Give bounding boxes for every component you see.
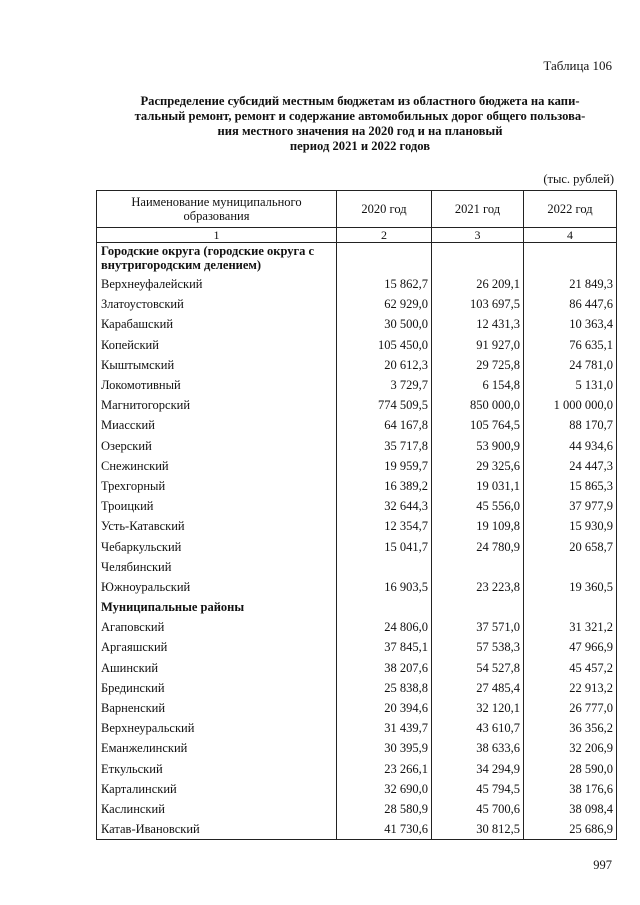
value-2022: 28 590,0 <box>524 759 617 779</box>
section-heading: Городские округа (городские округа с внутригородским делением) <box>97 243 337 275</box>
value-2021: 91 927,0 <box>432 335 524 355</box>
value-2022 <box>524 557 617 577</box>
column-number: 1 <box>97 228 337 243</box>
empty-cell <box>524 243 617 275</box>
value-2021: 29 325,6 <box>432 456 524 476</box>
value-2022: 19 360,5 <box>524 577 617 597</box>
value-2020: 20 612,3 <box>337 355 432 375</box>
table-row <box>97 436 617 456</box>
value-2020: 19 959,7 <box>337 456 432 476</box>
value-2021: 29 725,8 <box>432 355 524 375</box>
table-row <box>97 698 617 718</box>
municipality-name: Усть-Катавский <box>97 516 337 536</box>
value-2021: 19 109,8 <box>432 516 524 536</box>
value-2021: 6 154,8 <box>432 375 524 395</box>
municipality-name: Южноуральский <box>97 577 337 597</box>
value-2022: 15 865,3 <box>524 476 617 496</box>
value-2022: 44 934,6 <box>524 436 617 456</box>
value-2020: 24 806,0 <box>337 617 432 637</box>
table-row <box>97 456 617 476</box>
value-2022: 76 635,1 <box>524 335 617 355</box>
title-line: ния местного значения на 2020 год и на плановый <box>217 124 503 138</box>
table-row <box>97 617 617 637</box>
group-heading-row <box>97 243 617 275</box>
subsidy-table <box>96 190 617 840</box>
value-2020: 15 862,7 <box>337 274 432 294</box>
municipality-name: Катав-Ивановский <box>97 819 337 840</box>
column-header-2020: 2020 год <box>337 191 432 228</box>
value-2022: 32 206,9 <box>524 738 617 758</box>
municipality-name: Агаповский <box>97 617 337 637</box>
value-2021: 105 764,5 <box>432 415 524 435</box>
value-2022: 15 930,9 <box>524 516 617 536</box>
municipality-name: Еткульский <box>97 759 337 779</box>
value-2021: 103 697,5 <box>432 294 524 314</box>
table-row <box>97 496 617 516</box>
municipality-name: Челябинский <box>97 557 337 577</box>
column-header-name: Наименование муниципального образования <box>97 191 337 228</box>
table-label: Таблица 106 <box>543 58 612 73</box>
value-2020: 62 929,0 <box>337 294 432 314</box>
table-row <box>97 335 617 355</box>
value-2022: 26 777,0 <box>524 698 617 718</box>
municipality-name: Карабашский <box>97 314 337 334</box>
municipality-name: Озерский <box>97 436 337 456</box>
value-2020: 38 207,6 <box>337 658 432 678</box>
municipality-name: Троицкий <box>97 496 337 516</box>
value-2020 <box>337 557 432 577</box>
municipality-name: Чебаркульский <box>97 536 337 556</box>
value-2022: 38 098,4 <box>524 799 617 819</box>
empty-cell <box>524 597 617 617</box>
municipality-name: Брединский <box>97 678 337 698</box>
value-2021: 30 812,5 <box>432 819 524 840</box>
municipality-name: Верхнеуральский <box>97 718 337 738</box>
value-2021: 850 000,0 <box>432 395 524 415</box>
table-row <box>97 738 617 758</box>
empty-cell <box>432 597 524 617</box>
column-number: 4 <box>524 228 617 243</box>
municipality-name: Варненский <box>97 698 337 718</box>
table-row <box>97 637 617 657</box>
value-2021: 57 538,3 <box>432 637 524 657</box>
header-row <box>97 191 617 228</box>
title-line: период 2021 и 2022 годов <box>289 139 431 153</box>
value-2022: 10 363,4 <box>524 314 617 334</box>
value-2021: 45 556,0 <box>432 496 524 516</box>
table-body <box>97 243 617 840</box>
value-2021: 45 700,6 <box>432 799 524 819</box>
table-row <box>97 274 617 294</box>
municipality-name: Каслинский <box>97 799 337 819</box>
table-row <box>97 536 617 556</box>
column-number: 3 <box>432 228 524 243</box>
column-header-2021: 2021 год <box>432 191 524 228</box>
table-row <box>97 395 617 415</box>
value-2022: 47 966,9 <box>524 637 617 657</box>
value-2020: 774 509,5 <box>337 395 432 415</box>
municipality-name: Трехгорный <box>97 476 337 496</box>
table-row <box>97 375 617 395</box>
municipality-name: Снежинский <box>97 456 337 476</box>
table-row <box>97 516 617 536</box>
table-row <box>97 779 617 799</box>
value-2022: 45 457,2 <box>524 658 617 678</box>
value-2020: 23 266,1 <box>337 759 432 779</box>
value-2022: 21 849,3 <box>524 274 617 294</box>
value-2021: 27 485,4 <box>432 678 524 698</box>
value-2022: 25 686,9 <box>524 819 617 840</box>
value-2022: 31 321,2 <box>524 617 617 637</box>
value-2021: 43 610,7 <box>432 718 524 738</box>
page-number: 997 <box>593 858 612 872</box>
empty-cell <box>432 243 524 275</box>
section-heading: Муниципальные районы <box>97 597 337 617</box>
value-2022: 38 176,6 <box>524 779 617 799</box>
municipality-name: Ашинский <box>97 658 337 678</box>
table-row <box>97 415 617 435</box>
value-2021: 38 633,6 <box>432 738 524 758</box>
value-2022: 22 913,2 <box>524 678 617 698</box>
municipality-name: Аргаяшский <box>97 637 337 657</box>
value-2022: 88 170,7 <box>524 415 617 435</box>
municipality-name: Кыштымский <box>97 355 337 375</box>
table-row <box>97 759 617 779</box>
units-note: (тыс. рублей) <box>543 172 614 186</box>
value-2020: 32 644,3 <box>337 496 432 516</box>
value-2020: 105 450,0 <box>337 335 432 355</box>
value-2021: 23 223,8 <box>432 577 524 597</box>
value-2020: 20 394,6 <box>337 698 432 718</box>
value-2022: 20 658,7 <box>524 536 617 556</box>
municipality-name: Магнитогорский <box>97 395 337 415</box>
value-2020: 31 439,7 <box>337 718 432 738</box>
value-2022: 86 447,6 <box>524 294 617 314</box>
column-number: 2 <box>337 228 432 243</box>
value-2020: 30 395,9 <box>337 738 432 758</box>
column-header-2022: 2022 год <box>524 191 617 228</box>
value-2020: 12 354,7 <box>337 516 432 536</box>
value-2021: 54 527,8 <box>432 658 524 678</box>
value-2020: 16 389,2 <box>337 476 432 496</box>
value-2020: 3 729,7 <box>337 375 432 395</box>
table-row <box>97 577 617 597</box>
table-row <box>97 658 617 678</box>
value-2020: 64 167,8 <box>337 415 432 435</box>
value-2021: 34 294,9 <box>432 759 524 779</box>
table-row <box>97 355 617 375</box>
value-2020: 15 041,7 <box>337 536 432 556</box>
table-row <box>97 799 617 819</box>
municipality-name: Копейский <box>97 335 337 355</box>
value-2022: 24 447,3 <box>524 456 617 476</box>
value-2021: 37 571,0 <box>432 617 524 637</box>
value-2021: 24 780,9 <box>432 536 524 556</box>
value-2021: 26 209,1 <box>432 274 524 294</box>
value-2022: 24 781,0 <box>524 355 617 375</box>
value-2021: 53 900,9 <box>432 436 524 456</box>
table-row <box>97 476 617 496</box>
table-row <box>97 819 617 840</box>
value-2021 <box>432 557 524 577</box>
municipality-name: Миасский <box>97 415 337 435</box>
value-2020: 35 717,8 <box>337 436 432 456</box>
column-number-row <box>97 228 617 243</box>
value-2020: 32 690,0 <box>337 779 432 799</box>
value-2022: 37 977,9 <box>524 496 617 516</box>
title-line: тальный ремонт, ремонт и содержание автомобильных дорог общего пользова- <box>134 109 586 123</box>
value-2020: 16 903,5 <box>337 577 432 597</box>
value-2022: 36 356,2 <box>524 718 617 738</box>
value-2021: 45 794,5 <box>432 779 524 799</box>
document-title <box>100 94 620 154</box>
table-row <box>97 678 617 698</box>
value-2021: 12 431,3 <box>432 314 524 334</box>
table-row <box>97 718 617 738</box>
value-2020: 41 730,6 <box>337 819 432 840</box>
municipality-name: Еманжелинский <box>97 738 337 758</box>
table-row <box>97 314 617 334</box>
value-2022: 5 131,0 <box>524 375 617 395</box>
value-2021: 32 120,1 <box>432 698 524 718</box>
value-2022: 1 000 000,0 <box>524 395 617 415</box>
empty-cell <box>337 597 432 617</box>
municipality-name: Верхнеуфалейский <box>97 274 337 294</box>
value-2020: 28 580,9 <box>337 799 432 819</box>
municipality-name: Карталинский <box>97 779 337 799</box>
empty-cell <box>337 243 432 275</box>
value-2020: 37 845,1 <box>337 637 432 657</box>
section-heading-row <box>97 597 617 617</box>
table-row <box>97 557 617 577</box>
title-line: Распределение субсидий местным бюджетам из областного бюджета на капи- <box>140 94 580 108</box>
municipality-name: Златоустовский <box>97 294 337 314</box>
municipality-name: Локомотивный <box>97 375 337 395</box>
value-2020: 25 838,8 <box>337 678 432 698</box>
value-2021: 19 031,1 <box>432 476 524 496</box>
table-row <box>97 294 617 314</box>
value-2020: 30 500,0 <box>337 314 432 334</box>
